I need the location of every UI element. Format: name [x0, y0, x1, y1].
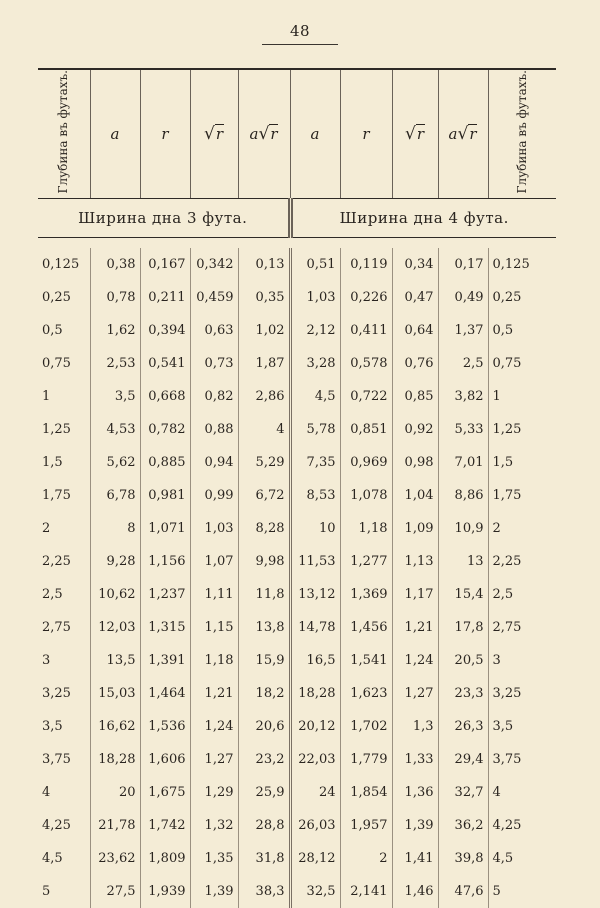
a-sqrt-r-cell: 15,4	[438, 578, 488, 611]
a-cell: 14,78	[290, 611, 340, 644]
header-a-right: a	[290, 69, 340, 198]
r-cell: 0,119	[340, 248, 392, 281]
sqrt-r-cell: 1,3	[392, 710, 438, 743]
r-cell: 1,277	[340, 545, 392, 578]
a-sqrt-r-cell: 20,5	[438, 644, 488, 677]
a-cell: 4,53	[90, 413, 140, 446]
a-sqrt-r-cell: 2,5	[438, 347, 488, 380]
a-cell: 3,28	[290, 347, 340, 380]
r-cell: 0,782	[140, 413, 190, 446]
a-cell: 2,53	[90, 347, 140, 380]
sqrt-r-cell: 1,13	[392, 545, 438, 578]
a-sqrt-r-cell: 25,9	[238, 776, 290, 809]
table-row	[38, 413, 556, 446]
table-row	[38, 677, 556, 710]
a-sqrt-r-cell: 15,9	[238, 644, 290, 677]
depth-cell: 3,75	[488, 743, 556, 776]
depth-cell: 4,5	[42, 850, 63, 866]
r-cell: 0,394	[140, 314, 190, 347]
sqrt-r-cell: 1,35	[190, 842, 238, 875]
a-cell: 18,28	[90, 743, 140, 776]
column-header-row	[38, 69, 556, 198]
a-sqrt-r-cell: 10,9	[438, 512, 488, 545]
depth-cell: 3	[42, 652, 51, 668]
a-cell: 23,62	[90, 842, 140, 875]
table-row	[38, 875, 556, 908]
sqrt-r-cell: 0,63	[190, 314, 238, 347]
sqrt-r-cell: 1,04	[392, 479, 438, 512]
r-cell: 1,809	[140, 842, 190, 875]
sqrt-r-cell: 0,73	[190, 347, 238, 380]
table-row	[38, 644, 556, 677]
depth-cell: 4,5	[488, 842, 556, 875]
table-row	[38, 446, 556, 479]
a-sqrt-r-cell: 1,02	[238, 314, 290, 347]
table-row	[38, 479, 556, 512]
r-cell: 0,226	[340, 281, 392, 314]
r-cell: 1,675	[140, 776, 190, 809]
sqrt-r-cell: 1,33	[392, 743, 438, 776]
table-row	[38, 776, 556, 809]
r-cell: 1,541	[340, 644, 392, 677]
r-cell: 1,854	[340, 776, 392, 809]
a-cell: 16,5	[290, 644, 340, 677]
depth-cell: 1,75	[488, 479, 556, 512]
a-cell: 1,62	[90, 314, 140, 347]
sqrt-r-cell: 0,94	[190, 446, 238, 479]
depth-cell: 4,25	[488, 809, 556, 842]
a-cell: 8,53	[290, 479, 340, 512]
depth-cell: 2	[42, 520, 51, 536]
a-sqrt-r-cell: 0,35	[238, 281, 290, 314]
a-cell: 24	[290, 776, 340, 809]
sqrt-r-cell: 0,64	[392, 314, 438, 347]
depth-cell: 1,25	[42, 421, 71, 437]
r-cell: 0,885	[140, 446, 190, 479]
a-sqrt-r-cell: 17,8	[438, 611, 488, 644]
depth-cell: 0,25	[42, 289, 71, 305]
r-cell: 1,464	[140, 677, 190, 710]
depth-cell: 0,125	[42, 256, 80, 272]
depth-cell: 1,5	[42, 454, 63, 470]
a-sqrt-r-cell: 2,86	[238, 380, 290, 413]
sqrt-r-cell: 1,18	[190, 644, 238, 677]
a-cell: 5,62	[90, 446, 140, 479]
r-cell: 1,078	[340, 479, 392, 512]
a-sqrt-r-cell: 4	[238, 413, 290, 446]
a-cell: 10	[290, 512, 340, 545]
a-sqrt-r-cell: 26,3	[438, 710, 488, 743]
sqrt-r-cell: 0,459	[190, 281, 238, 314]
r-cell: 1,071	[140, 512, 190, 545]
a-sqrt-r-cell: 28,8	[238, 809, 290, 842]
a-cell: 16,62	[90, 710, 140, 743]
a-cell: 4,5	[290, 380, 340, 413]
depth-cell: 1	[488, 380, 556, 413]
a-cell: 13,5	[90, 644, 140, 677]
header-depth-right-label: Глубина въ футахъ.	[514, 70, 529, 194]
a-cell: 1,03	[290, 281, 340, 314]
a-sqrt-r-cell: 1,37	[438, 314, 488, 347]
a-cell: 15,03	[90, 677, 140, 710]
sqrt-r-cell: 0,88	[190, 413, 238, 446]
sqrt-r-cell: 1,39	[190, 875, 238, 908]
sqrt-r-cell: 1,29	[190, 776, 238, 809]
a-cell: 13,12	[290, 578, 340, 611]
depth-cell: 1	[42, 388, 51, 404]
sqrt-r-cell: 1,03	[190, 512, 238, 545]
header-depth-left	[38, 69, 90, 198]
a-cell: 5,78	[290, 413, 340, 446]
a-sqrt-r-cell: 6,72	[238, 479, 290, 512]
sqrt-r-cell: 1,21	[392, 611, 438, 644]
table-row	[38, 710, 556, 743]
depth-cell: 2,75	[488, 611, 556, 644]
r-cell: 1,391	[140, 644, 190, 677]
a-sqrt-r-cell: 32,7	[438, 776, 488, 809]
a-sqrt-r-cell: 13	[438, 545, 488, 578]
depth-cell: 3,25	[42, 685, 71, 701]
a-cell: 26,03	[290, 809, 340, 842]
r-cell: 0,211	[140, 281, 190, 314]
a-sqrt-r-cell: 0,49	[438, 281, 488, 314]
sqrt-r-cell: 1,07	[190, 545, 238, 578]
depth-cell: 0,75	[42, 355, 71, 371]
a-cell: 20	[90, 776, 140, 809]
sqrt-r-cell: 0,47	[392, 281, 438, 314]
a-cell: 6,78	[90, 479, 140, 512]
r-cell: 0,981	[140, 479, 190, 512]
a-sqrt-r-cell: 11,8	[238, 578, 290, 611]
r-cell: 1,156	[140, 545, 190, 578]
a-sqrt-r-cell: 5,29	[238, 446, 290, 479]
depth-cell: 0,75	[488, 347, 556, 380]
r-cell: 1,18	[340, 512, 392, 545]
a-cell: 0,51	[290, 248, 340, 281]
depth-cell: 1,25	[488, 413, 556, 446]
table-row	[38, 248, 556, 281]
sqrt-r-cell: 1,36	[392, 776, 438, 809]
header-a-sqrt-r-right: a√r	[438, 69, 488, 198]
sqrt-r-cell: 1,24	[392, 644, 438, 677]
sqrt-r-cell: 0,85	[392, 380, 438, 413]
a-sqrt-r-cell: 38,3	[238, 875, 290, 908]
sqrt-r-cell: 0,92	[392, 413, 438, 446]
a-sqrt-r-cell: 0,17	[438, 248, 488, 281]
depth-cell: 2,5	[42, 586, 63, 602]
table-row	[38, 512, 556, 545]
a-sqrt-r-cell: 29,4	[438, 743, 488, 776]
sqrt-r-cell: 1,27	[190, 743, 238, 776]
r-cell: 1,702	[340, 710, 392, 743]
depth-cell: 3	[488, 644, 556, 677]
a-sqrt-r-cell: 20,6	[238, 710, 290, 743]
depth-cell: 2,75	[42, 619, 71, 635]
section-header-row	[38, 198, 556, 237]
r-cell: 1,779	[340, 743, 392, 776]
r-cell: 0,722	[340, 380, 392, 413]
header-depth-left-label: Глубина въ футахъ.	[56, 70, 71, 194]
sqrt-r-cell: 1,09	[392, 512, 438, 545]
r-cell: 1,623	[340, 677, 392, 710]
a-cell: 22,03	[290, 743, 340, 776]
r-cell: 0,167	[140, 248, 190, 281]
a-cell: 8	[90, 512, 140, 545]
r-cell: 1,536	[140, 710, 190, 743]
header-sqrt-r-left: √r	[190, 69, 238, 198]
sqrt-r-cell: 1,27	[392, 677, 438, 710]
a-sqrt-r-cell: 8,28	[238, 512, 290, 545]
r-cell: 0,578	[340, 347, 392, 380]
depth-cell: 3,75	[42, 751, 71, 767]
sqrt-r-cell: 1,15	[190, 611, 238, 644]
a-sqrt-r-cell: 18,2	[238, 677, 290, 710]
a-cell: 12,03	[90, 611, 140, 644]
header-a-sqrt-r-left: a√r	[238, 69, 290, 198]
a-cell: 18,28	[290, 677, 340, 710]
a-cell: 3,5	[90, 380, 140, 413]
r-cell: 1,742	[140, 809, 190, 842]
depth-cell: 0,25	[488, 281, 556, 314]
r-cell: 0,668	[140, 380, 190, 413]
depth-cell: 1,75	[42, 487, 71, 503]
depth-cell: 5	[488, 875, 556, 908]
table-row	[38, 545, 556, 578]
a-cell: 27,5	[90, 875, 140, 908]
sqrt-r-cell: 1,24	[190, 710, 238, 743]
sqrt-r-cell: 0,99	[190, 479, 238, 512]
page-number-rule	[262, 44, 338, 45]
depth-cell: 4,25	[42, 817, 71, 833]
a-sqrt-r-cell: 23,2	[238, 743, 290, 776]
depth-cell: 2,5	[488, 578, 556, 611]
a-cell: 11,53	[290, 545, 340, 578]
a-sqrt-r-cell: 39,8	[438, 842, 488, 875]
hydraulic-table	[38, 68, 556, 908]
a-sqrt-r-cell: 7,01	[438, 446, 488, 479]
depth-cell: 3,5	[42, 718, 63, 734]
table-row	[38, 380, 556, 413]
sqrt-r-cell: 1,21	[190, 677, 238, 710]
depth-cell: 0,125	[488, 248, 556, 281]
a-sqrt-r-cell: 23,3	[438, 677, 488, 710]
a-cell: 28,12	[290, 842, 340, 875]
r-cell: 1,237	[140, 578, 190, 611]
depth-cell: 1,5	[488, 446, 556, 479]
sqrt-r-cell: 1,41	[392, 842, 438, 875]
table-row	[38, 281, 556, 314]
a-sqrt-r-cell: 1,87	[238, 347, 290, 380]
a-sqrt-r-cell: 31,8	[238, 842, 290, 875]
r-cell: 0,969	[340, 446, 392, 479]
r-cell: 2,141	[340, 875, 392, 908]
r-cell: 1,939	[140, 875, 190, 908]
r-cell: 0,541	[140, 347, 190, 380]
a-sqrt-r-cell: 8,86	[438, 479, 488, 512]
header-r-right: r	[340, 69, 392, 198]
a-cell: 10,62	[90, 578, 140, 611]
table-row	[38, 611, 556, 644]
a-cell: 20,12	[290, 710, 340, 743]
header-a-left: a	[90, 69, 140, 198]
r-cell: 2	[340, 842, 392, 875]
a-sqrt-r-cell: 0,13	[238, 248, 290, 281]
r-cell: 1,606	[140, 743, 190, 776]
a-sqrt-r-cell: 13,8	[238, 611, 290, 644]
section-title-right: Ширина дна 4 фута.	[290, 198, 556, 237]
r-cell: 1,456	[340, 611, 392, 644]
a-sqrt-r-cell: 5,33	[438, 413, 488, 446]
a-cell: 21,78	[90, 809, 140, 842]
table-row	[38, 842, 556, 875]
r-cell: 1,369	[340, 578, 392, 611]
depth-cell: 4	[488, 776, 556, 809]
depth-cell: 3,25	[488, 677, 556, 710]
table-row	[38, 743, 556, 776]
depth-cell: 0,5	[488, 314, 556, 347]
r-cell: 0,411	[340, 314, 392, 347]
sqrt-r-cell: 1,46	[392, 875, 438, 908]
r-cell: 1,957	[340, 809, 392, 842]
sqrt-r-cell: 1,11	[190, 578, 238, 611]
sqrt-r-cell: 1,32	[190, 809, 238, 842]
depth-cell: 0,5	[42, 322, 63, 338]
page-number: 48	[289, 22, 311, 40]
a-cell: 2,12	[290, 314, 340, 347]
a-cell: 32,5	[290, 875, 340, 908]
a-cell: 9,28	[90, 545, 140, 578]
a-sqrt-r-cell: 9,98	[238, 545, 290, 578]
sqrt-r-cell: 0,82	[190, 380, 238, 413]
table-row	[38, 347, 556, 380]
a-sqrt-r-cell: 47,6	[438, 875, 488, 908]
sqrt-r-cell: 1,17	[392, 578, 438, 611]
depth-cell: 3,5	[488, 710, 556, 743]
sqrt-r-cell: 0,98	[392, 446, 438, 479]
section-title-left: Ширина дна 3 фута.	[38, 198, 290, 237]
depth-cell: 2,25	[42, 553, 71, 569]
sqrt-r-cell: 0,34	[392, 248, 438, 281]
table-row	[38, 578, 556, 611]
depth-cell: 4	[42, 784, 51, 800]
a-sqrt-r-cell: 36,2	[438, 809, 488, 842]
header-sqrt-r-right: √r	[392, 69, 438, 198]
depth-cell: 2	[488, 512, 556, 545]
a-cell: 0,38	[90, 248, 140, 281]
depth-cell: 2,25	[488, 545, 556, 578]
a-sqrt-r-cell: 3,82	[438, 380, 488, 413]
sqrt-r-cell: 0,76	[392, 347, 438, 380]
r-cell: 0,851	[340, 413, 392, 446]
sqrt-r-cell: 0,342	[190, 248, 238, 281]
depth-cell: 5	[42, 883, 51, 899]
table-row	[38, 809, 556, 842]
sqrt-r-cell: 1,39	[392, 809, 438, 842]
table-row	[38, 314, 556, 347]
r-cell: 1,315	[140, 611, 190, 644]
header-r-left: r	[140, 69, 190, 198]
a-cell: 0,78	[90, 281, 140, 314]
header-depth-right	[488, 69, 556, 198]
a-cell: 7,35	[290, 446, 340, 479]
